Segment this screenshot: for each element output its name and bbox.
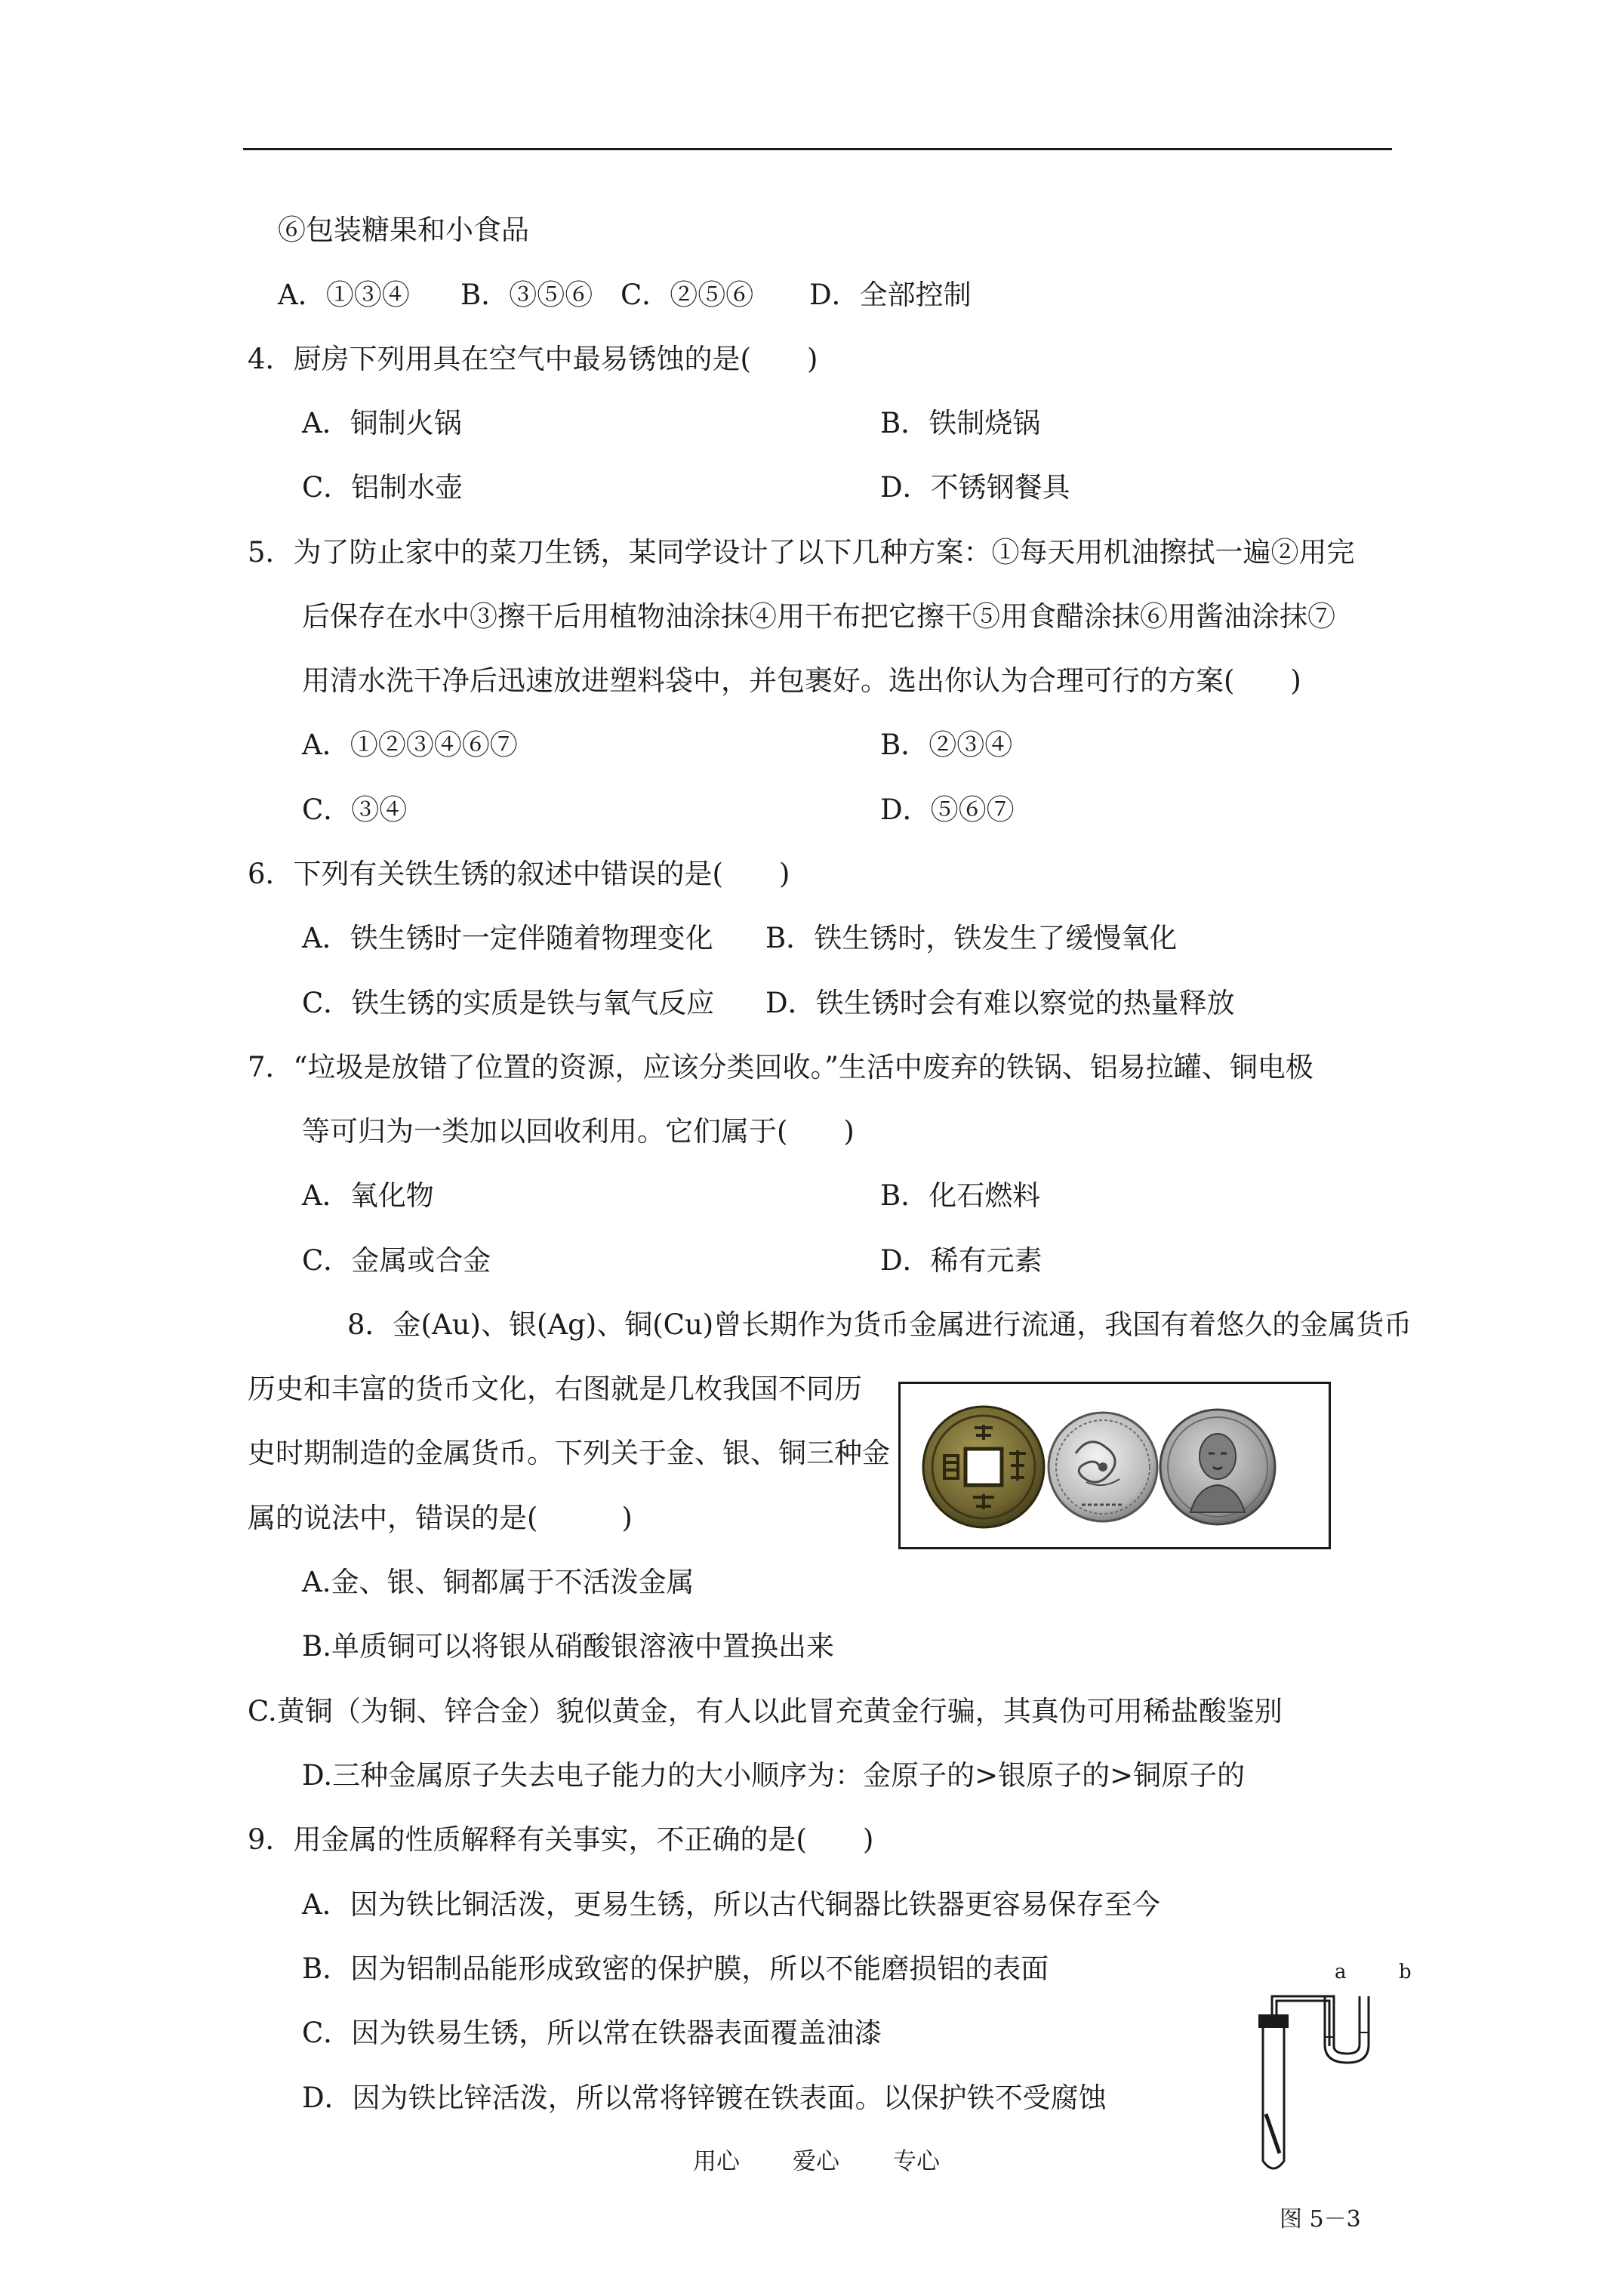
coins-illustration: [901, 1384, 1329, 1547]
q8-option-d: D.三种金属原子失去电子能力的大小顺序为：金原子的>银原子的>铜原子的: [302, 1759, 1246, 1792]
q3-option-a: A．①③④: [278, 279, 410, 311]
q6-option-a: A．铁生锈时一定伴随着物理变化: [302, 922, 713, 954]
q4-option-d: D．不锈钢餐具: [880, 471, 1070, 504]
q9-option-d: D．因为铁比锌活泼，所以常将锌镀在铁表面。以保护铁不受腐蚀: [302, 2082, 1107, 2114]
u-tube-apparatus: [1249, 1963, 1427, 2182]
portrait-dollar-coin: [1160, 1410, 1275, 1524]
footer-text-1: 用心: [693, 2148, 740, 2175]
q3-option-c: C．②⑤⑥: [621, 279, 754, 311]
header-rule: [243, 148, 1392, 150]
q8-option-c: C.黄铜（为铜、锌合金）貌似黄金，有人以此冒充黄金行骗，其真伪可用稀盐酸鉴别: [248, 1695, 1283, 1727]
q9-option-a: A．因为铁比铜活泼，更易生锈，所以古代铜器比铁器更容易保存至今: [302, 1888, 1160, 1921]
q7-option-b: B．化石燃料: [880, 1179, 1041, 1212]
q4-option-c: C．铝制水壶: [302, 471, 463, 504]
iron-nail: [1266, 2114, 1280, 2153]
q6-stem: 6．下列有关铁生锈的叙述中错误的是( ): [248, 858, 790, 890]
q4-stem: 4．厨房下列用具在空气中最易锈蚀的是( ): [248, 343, 818, 375]
footer-text-2: 爱心: [793, 2148, 839, 2175]
q9-stem: 9．用金属的性质解释有关事实，不正确的是( ): [248, 1823, 874, 1856]
q5-stem-line1: 5．为了防止家中的菜刀生锈，某同学设计了以下几种方案：①每天用机油擦拭一遍②用完: [248, 536, 1355, 569]
bronze-cash-coin: [923, 1407, 1044, 1527]
q7-stem-line1: 7．“垃圾是放错了位置的资源，应该分类回收。”生活中废弃的铁锅、铝易拉罐、铜电极: [248, 1051, 1313, 1083]
q3-option-b: B．③⑤⑥: [460, 279, 593, 311]
q8-option-a: A.金、银、铜都属于不活泼金属: [302, 1566, 694, 1598]
q4-option-b: B．铁制烧锅: [880, 407, 1041, 439]
q7-option-a: A．氧化物: [302, 1179, 434, 1212]
q5-option-b: B．②③④: [880, 729, 1013, 761]
q5-option-c: C．③④: [302, 794, 408, 826]
figure-caption: 图 5－3: [1280, 2206, 1361, 2233]
q6-option-c: C．铁生锈的实质是铁与氧气反应: [302, 987, 715, 1019]
label-a: a: [1335, 1963, 1347, 1983]
q8-option-b: B.单质铜可以将银从硝酸银溶液中置换出来: [302, 1630, 834, 1663]
coins-figure: [898, 1382, 1331, 1549]
q4-option-a: A．铜制火锅: [302, 407, 462, 439]
q5-option-a: A．①②③④⑥⑦: [302, 729, 518, 761]
q8-stem-line2: 历史和丰富的货币文化，右图就是几枚我国不同历: [248, 1373, 862, 1405]
q5-stem-line2: 后保存在水中③擦干后用植物油涂抹④用干布把它擦干⑤用食醋涂抹⑥用酱油涂抹⑦: [302, 600, 1335, 633]
stopper: [1258, 2014, 1289, 2028]
figure-5-3: [1249, 1963, 1427, 2182]
silver-dragon-coin: [1049, 1413, 1157, 1521]
q3-option-d: D．全部控制: [809, 279, 972, 311]
q9-option-b: B．因为铝制品能形成致密的保护膜，所以不能磨损铝的表面: [302, 1952, 1049, 1985]
q7-option-c: C．金属或合金: [302, 1244, 491, 1277]
q5-stem-line3: 用清水洗干净后迅速放进塑料袋中，并包裹好。选出你认为合理可行的方案( ): [302, 664, 1301, 697]
q3-item6: ⑥包装糖果和小食品: [278, 214, 529, 246]
q8-stem-line1: 8．金(Au)、银(Ag)、铜(Cu)曾长期作为货币金属进行流通，我国有着悠久的金属货币: [347, 1308, 1412, 1341]
q8-stem-line3: 史时期制造的金属货币。下列关于金、银、铜三种金: [248, 1437, 890, 1469]
q5-option-d: D．⑤⑥⑦: [880, 794, 1015, 826]
q7-stem-line2: 等可归为一类加以回收利用。它们属于( ): [302, 1115, 855, 1148]
q6-option-b: B．铁生锈时，铁发生了缓慢氧化: [765, 922, 1178, 954]
q9-option-c: C．因为铁易生锈，所以常在铁器表面覆盖油漆: [302, 2017, 882, 2049]
q6-option-d: D．铁生锈时会有难以察觉的热量释放: [765, 987, 1235, 1019]
q8-stem-line4: 属的说法中，错误的是( ): [248, 1502, 633, 1534]
label-b: b: [1399, 1963, 1412, 1983]
q7-option-d: D．稀有元素: [880, 1244, 1042, 1277]
footer-text-3: 专心: [893, 2148, 940, 2175]
